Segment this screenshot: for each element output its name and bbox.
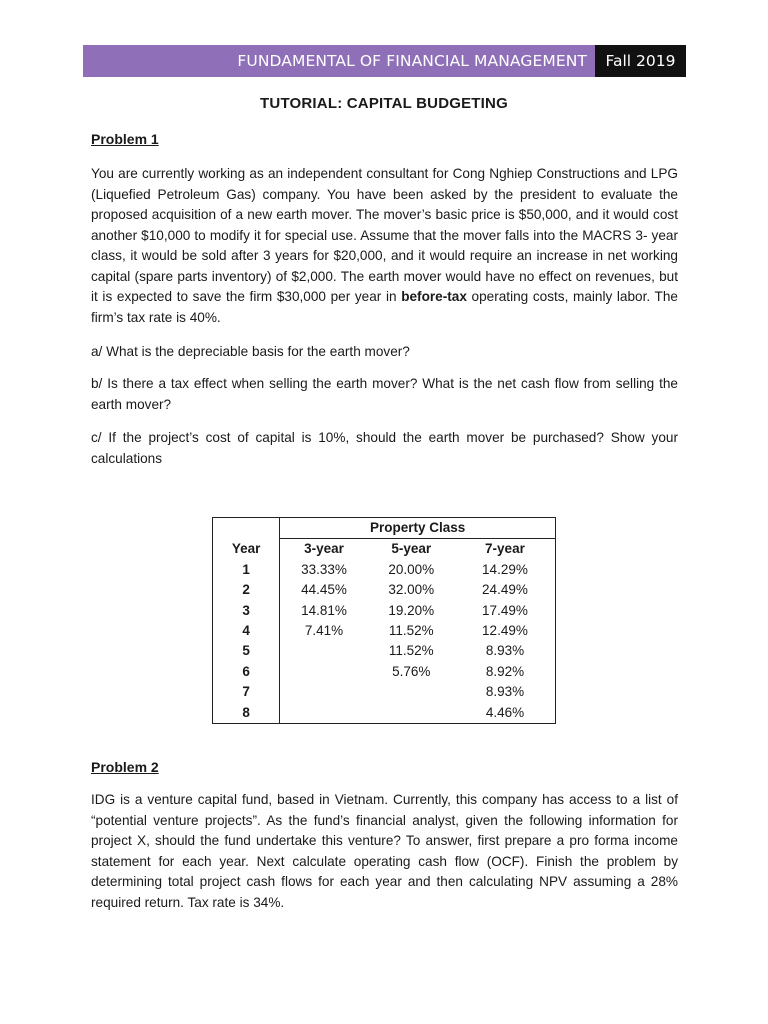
course-title: FUNDAMENTAL OF FINANCIAL MANAGEMENT [83, 45, 595, 77]
table-row [213, 662, 556, 682]
before-tax-emphasis: before-tax [401, 289, 467, 304]
rate-5-year-cell [368, 682, 455, 702]
term-label: Fall 2019 [595, 45, 686, 77]
rate-7-year-cell: 17.49% [482, 602, 528, 618]
rate-3-year-cell: 7.41% [304, 623, 344, 639]
rate-7-year-cell: 8.92% [485, 663, 525, 679]
problem-1-heading: Problem 1 [91, 131, 159, 147]
rate-3-year-cell [280, 641, 368, 661]
year-cell: 8 [213, 703, 280, 724]
question-a: a/ What is the depreciable basis for the earth mover? [91, 344, 410, 359]
problem-1-intro-text-1: You are currently working as an independent consultant for Cong Nghiep Constructions and LPG (Liquefied Petroleum Gas) company. You have been asked by the president to evaluate the proposed acquisition of a new earth mover. The mover’s basic price is $50,000, and it would cost another $10,000 to modify it for special use. Assume that the mover falls into the MACRS 3- year class, it would be sold after 3 years for $20,000, and it would require an increase in net working capital (spare parts inventory) of $2,000. The earth mover would have no effect on revenues, but it is expected to save the firm $30,000 per year in [91, 166, 678, 304]
class-header-3-year: 3-year [304, 541, 344, 557]
table-row [213, 621, 556, 641]
rate-5-year-cell: 5.76% [392, 663, 431, 679]
year-cell: 5 [213, 641, 280, 661]
rate-7-year-cell: 4.46% [485, 704, 525, 720]
year-cell: 7 [213, 682, 280, 702]
class-header-5-year: 5-year [391, 541, 432, 557]
rate-7-year-cell: 12.49% [482, 623, 528, 639]
rate-3-year-cell [280, 662, 368, 682]
rate-7-year-cell: 24.49% [482, 582, 528, 598]
rate-7-year-cell: 8.93% [485, 684, 525, 700]
table-row [213, 560, 556, 580]
problem-1-intro-text-2: operating costs, mainly labor. The firm’s tax rate is 40%. [91, 289, 678, 325]
problem-2-heading: Problem 2 [91, 759, 159, 775]
year-cell: 2 [213, 580, 280, 600]
year-cell: 3 [213, 601, 280, 621]
table-row [213, 641, 556, 661]
rate-5-year-cell [368, 703, 455, 724]
rate-3-year-cell: 44.45% [301, 582, 347, 598]
rate-5-year-cell: 20.00% [388, 561, 435, 577]
rate-3-year-cell: 14.81% [301, 602, 347, 618]
rate-7-year-cell: 14.29% [482, 561, 528, 577]
macrs-depreciation-table [212, 517, 556, 724]
year-cell: 4 [213, 621, 280, 641]
year-header: Year [213, 539, 280, 560]
rate-5-year-cell: 19.20% [388, 602, 435, 618]
property-class-header: Property Class [280, 518, 556, 539]
rate-5-year-cell: 32.00% [388, 582, 435, 598]
rate-7-year-cell: 8.93% [485, 643, 525, 659]
table-row [213, 682, 556, 702]
table-row [213, 601, 556, 621]
table-group-header-row [213, 518, 556, 539]
rate-3-year-cell: 33.33% [301, 561, 347, 577]
rate-3-year-cell [280, 682, 368, 702]
rate-5-year-cell: 11.52% [388, 623, 434, 639]
year-header-blank [213, 518, 280, 539]
table-row [213, 703, 556, 724]
document-title: TUTORIAL: CAPITAL BUDGETING [260, 95, 508, 112]
question-b: b/ Is there a tax effect when selling the earth mover? What is the net cash flow from selling the earth mover? [91, 376, 678, 412]
year-cell: 6 [213, 662, 280, 682]
rate-5-year-cell: 11.52% [388, 643, 434, 659]
header-band [83, 45, 686, 77]
problem-1-intro [91, 164, 678, 328]
question-c: c/ If the project’s cost of capital is 10%, should the earth mover be purchased? Show your calculations [91, 430, 678, 466]
class-header-7-year: 7-year [485, 541, 525, 557]
table-row [213, 580, 556, 600]
year-cell: 1 [213, 560, 280, 580]
problem-2-text: IDG is a venture capital fund, based in Vietnam. Currently, this company has access to a list of “potential venture projects”. As the fund’s financial analyst, given the following information for project X, should the fund undertake this venture? To answer, first prepare a pro forma income statement for each year. Next calculate operating cash flow (OCF). Finish the problem by determining total project cash flows for each year and then calculating NPV assuming a 28% required return. Tax rate is 34%. [91, 792, 678, 910]
rate-3-year-cell [280, 703, 368, 724]
table-class-header-row [213, 539, 556, 560]
